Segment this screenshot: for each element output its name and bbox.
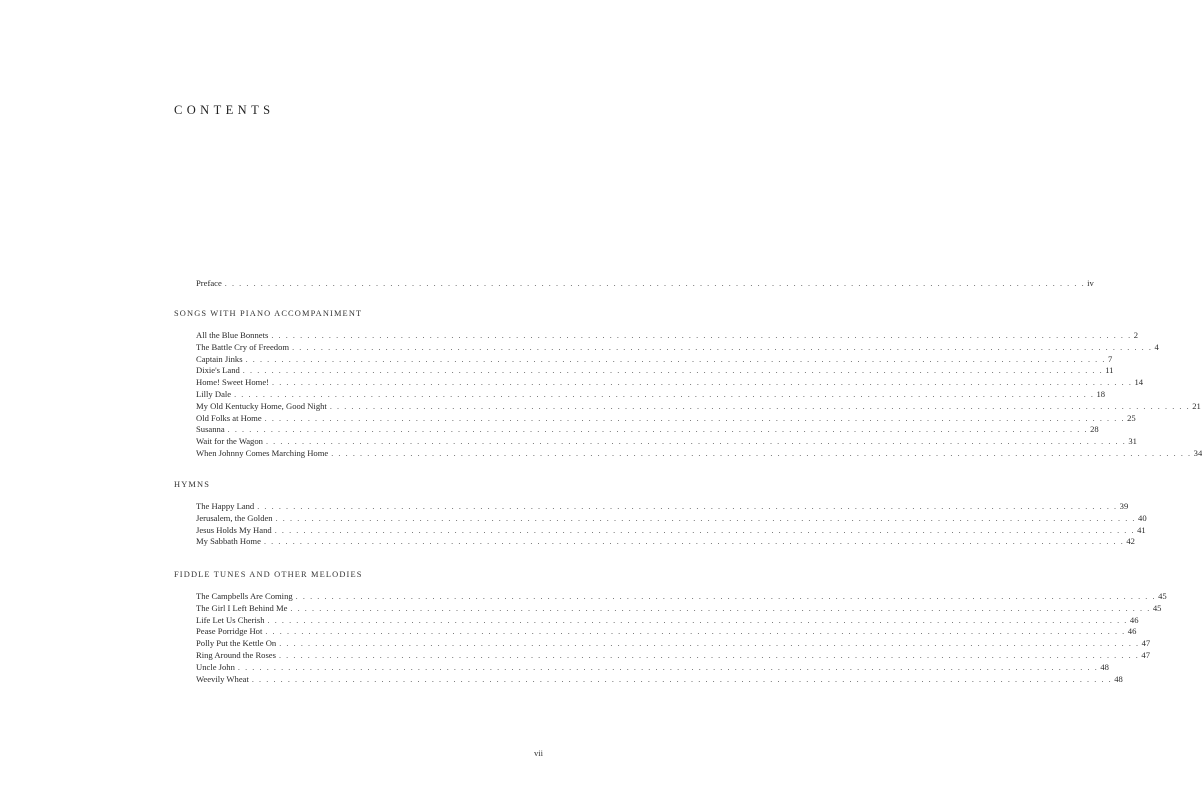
- dot-leader: . . . . . . . . . . . . . . . . . . . . . . . . . . . . . . . . . . . . . . . . . . . . . . . . . . . . . . . . . . . . . . . . . . . . . . . . . . . . . . . . . . . . . . . . . . . . . . . . . . . . . . . . . . . . . . . . . . . . . . . .: [329, 401, 1191, 411]
- entry-page-number: 11: [1105, 365, 1114, 376]
- entry-title: Home! Sweet Home!: [196, 377, 270, 388]
- entry-title: Old Folks at Home: [196, 412, 262, 423]
- section-fiddle-tunes: [174, 570, 1167, 685]
- entry-title: Captain Jinks: [196, 353, 243, 364]
- entry-title: My Old Kentucky Home, Good Night: [196, 400, 327, 411]
- entry-page-number: 14: [1134, 377, 1144, 388]
- toc-entry[interactable]: [196, 424, 1099, 436]
- dot-leader: . . . . . . . . . . . . . . . . . . . . . . . . . . . . . . . . . . . . . . . . . . . . . . . . . . . . . . . . . . . . . . . . . . . . . . . . . . . . . . . . . . . . . . . . . . . . . . . . . . . . . . . . . . . . . . . . . . . . . . . .: [234, 389, 1095, 399]
- dot-leader: . . . . . . . . . . . . . . . . . . . . . . . . . . . . . . . . . . . . . . . . . . . . . . . . . . . . . . . . . . . . . . . . . . . . . . . . . . . . . . . . . . . . . . . . . . . . . . . . . . . . . . . . . . . . . . . . . . . . . . . .: [290, 603, 1151, 613]
- entry-title: When Johnny Comes Marching Home: [196, 447, 329, 458]
- section-heading: HYMNS: [174, 480, 210, 489]
- dot-leader: . . . . . . . . . . . . . . . . . . . . . . . . . . . . . . . . . . . . . . . . . . . . . . . . . . . . . . . . . . . . . . . . . . . . . . . . . . . . . . . . . . . . . . . . . . . . . . . . . . . . . . . . . . . . . . . . . . . . . . . .: [257, 502, 1118, 511]
- entry-page-number: 21: [1192, 400, 1201, 411]
- dot-leader: . . . . . . . . . . . . . . . . . . . . . . . . . . . . . . . . . . . . . . . . . . . . . . . . . . . . . . . . . . . . . . . . . . . . . . . . . . . . . . . . . . . . . . . . . . . . . . . . . . . . . . . . . . . . . . . . . . . . . . . .: [242, 366, 1104, 376]
- entry-list: [196, 501, 1147, 548]
- entry-title: Weevily Wheat: [196, 673, 249, 684]
- dot-leader: . . . . . . . . . . . . . . . . . . . . . . . . . . . . . . . . . . . . . . . . . . . . . . . . . . . . . . . . . . . . . . . . . . . . . . . . . . . . . . . . . . . . . . . . . . . . . . . . . . . . . . . . . . . . . . . . . . . . . . . .: [237, 662, 1099, 672]
- entry-title: Dixie's Land: [196, 365, 240, 376]
- entry-page-number: 2: [1133, 330, 1139, 340]
- toc-entry[interactable]: [196, 591, 1167, 603]
- entry-list: [196, 591, 1167, 685]
- entry-page-number: 7: [1107, 353, 1113, 364]
- dot-leader: . . . . . . . . . . . . . . . . . . . . . . . . . . . . . . . . . . . . . . . . . . . . . . . . . . . . . . . . . . . . . . . . . . . . . . . . . . . . . . . . . . . . . . . . . . . . . . . . . . . . . . . . . . . . . . . . . . . . . . . .: [292, 342, 1153, 352]
- dot-leader: . . . . . . . . . . . . . . . . . . . . . . . . . . . . . . . . . . . . . . . . . . . . . . . . . . . . . . . . . . . . . . . . . . . . . . . . . . . . . . . . . . . . . . . . . . . . . . . . . . . . . . . . . . . . . . . . . . . . . . . .: [264, 413, 1126, 423]
- section-hymns: [174, 480, 1147, 548]
- dot-leader: . . . . . . . . . . . . . . . . . . . . . . . . . . . . . . . . . . . . . . . . . . . . . . . . . . . . . . . . . . . . . . . . . . . . . . . . . . . . . . . . . . . . . . . . . . . . . . . . . . . . . . . . . . . . . . . . . . . . . . . .: [265, 437, 1127, 447]
- entry-page-number: 34: [1193, 447, 1202, 458]
- dot-leader: . . . . . . . . . . . . . . . . . . . . . . . . . . . . . . . . . . . . . . . . . . . . . . . . . . . . . . . . . . . . . . . . . . . . . . . . . . . . . . . . . . . . . . . . . . . . . . . . . . . . . . . . . . . . . . . . . . . . . . . .: [331, 448, 1192, 458]
- toc-entry[interactable]: [196, 501, 1129, 513]
- entry-page-number: 25: [1127, 412, 1136, 423]
- toc-entry[interactable]: [196, 512, 1147, 525]
- dot-leader: . . . . . . . . . . . . . . . . . . . . . . . . . . . . . . . . . . . . . . . . . . . . . . . . . . . . . . . . . . . . . . . . . . . . . . . . . . . . . . . . . . . . . . . . . . . . . . . . . . . . . . . . . . . . . . . . . . . . . . . .: [251, 674, 1113, 684]
- toc-entry[interactable]: [196, 330, 1139, 342]
- toc-entry[interactable]: [196, 649, 1150, 662]
- entry-page-number: 46: [1127, 626, 1137, 637]
- dot-leader: . . . . . . . . . . . . . . . . . . . . . . . . . . . . . . . . . . . . . . . . . . . . . . . . . . . . . . . . . . . . . . . . . . . . . . . . . . . . . . . . . . . . . . . . . . . . . . . . . . . . . . . . . . . . . . . . . . . . . . . .: [271, 331, 1132, 340]
- entry-title: Jesus Holds My Hand: [196, 524, 272, 535]
- entry-title: The Girl I Left Behind Me: [196, 602, 288, 613]
- entry-page-number: 46: [1129, 614, 1139, 625]
- entry-page-number: 45: [1152, 602, 1162, 613]
- entry-page-number: 28: [1090, 424, 1099, 435]
- entry-page-number: 47: [1141, 649, 1150, 660]
- dot-leader: . . . . . . . . . . . . . . . . . . . . . . . . . . . . . . . . . . . . . . . . . . . . . . . . . . . . . . . . . . . . . . . . . . . . . . . . . . . . . . . . . . . . . . . . . . . . . . . . . . . . . . . . . . . . . . . . . . . . . . . .: [278, 650, 1140, 660]
- entry-page-number: 31: [1128, 436, 1137, 447]
- page-title: CONTENTS: [174, 103, 275, 117]
- toc-entry[interactable]: [196, 377, 1144, 389]
- section-songs-with-piano: [174, 309, 1202, 460]
- dot-leader: . . . . . . . . . . . . . . . . . . . . . . . . . . . . . . . . . . . . . . . . . . . . . . . . . . . . . . . . . . . . . . . . . . . . . . . . . . . . . . . . . . . . . . . . . . . . . . . . . . . . . . . . . . . . . . . . . . . . . . . .: [272, 378, 1133, 388]
- dot-leader: . . . . . . . . . . . . . . . . . . . . . . . . . . . . . . . . . . . . . . . . . . . . . . . . . . . . . . . . . . . . . . . . . . . . . . . . . . . . . . . . . . . . . . . . . . . . . . . . . . . . . . . . . . . . . . . . . . . . . . . .: [245, 354, 1106, 364]
- dot-leader: . . . . . . . . . . . . . . . . . . . . . . . . . . . . . . . . . . . . . . . . . . . . . . . . . . . . . . . . . . . . . . . . . . . . . . . . . . . . . . . . . . . . . . . . . . . . . . . . . . . . . . . . . . . . . . . . . . . . . . . .: [265, 627, 1126, 637]
- toc-entry[interactable]: [196, 341, 1159, 354]
- dot-leader: . . . . . . . . . . . . . . . . . . . . . . . . . . . . . . . . . . . . . . . . . . . . . . . . . . . . . . . . . . . . . . . . . . . . . . . . . . . . . . . . . . . . . . . . . . . . . . . . . . . . . . . . . . . . . . . . . . . . . . . .: [275, 513, 1137, 523]
- page-number: vii: [534, 748, 544, 758]
- entry-page-number: 18: [1096, 388, 1106, 399]
- entry-title: All the Blue Bonnets: [196, 330, 269, 340]
- entry-page-number: 41: [1137, 524, 1146, 535]
- toc-entry[interactable]: [196, 524, 1146, 537]
- entry-title: The Campbells Are Coming: [196, 591, 293, 601]
- entry-page-number: 45: [1158, 591, 1167, 601]
- entry-page-number: 42: [1126, 536, 1135, 547]
- dot-leader: . . . . . . . . . . . . . . . . . . . . . . . . . . . . . . . . . . . . . . . . . . . . . . . . . . . . . . . . . . . . . . . . . . . . . . . . . . . . . . . . . . . . . . . . . . . . . . . . . . . . . . . . . . . . . . . . . . . . . . . .: [267, 615, 1128, 625]
- entry-title: My Sabbath Home: [196, 536, 261, 547]
- entry-title: Lilly Dale: [196, 388, 232, 399]
- dot-leader: . . . . . . . . . . . . . . . . . . . . . . . . . . . . . . . . . . . . . . . . . . . . . . . . . . . . . . . . . . . . . . . . . . . . . . . . . . . . . . . . . . . . . . . . . . . . . . . . . . . . . . . . . . . . . . . . . . . . . . . .: [295, 592, 1157, 601]
- toc-entry[interactable]: [196, 388, 1106, 401]
- entry-title: Wait for the Wagon: [196, 436, 263, 447]
- entry-title: Susanna: [196, 424, 225, 435]
- entry-title: Preface: [196, 278, 222, 288]
- dot-leader: . . . . . . . . . . . . . . . . . . . . . . . . . . . . . . . . . . . . . . . . . . . . . . . . . . . . . . . . . . . . . . . . . . . . . . . . . . . . . . . . . . . . . . . . . . . . . . . . . . . . . . . . . . . . . . . . . . . . . . . .: [279, 639, 1140, 649]
- entry-title: Ring Around the Roses: [196, 649, 276, 660]
- entry-title: Uncle John: [196, 661, 235, 672]
- entry-page-number: iv: [1087, 278, 1094, 288]
- entry-title: Jerusalem, the Golden: [196, 512, 273, 523]
- toc-entry[interactable]: [196, 436, 1137, 448]
- entry-page-number: 40: [1138, 512, 1147, 523]
- toc-entry[interactable]: [196, 614, 1139, 627]
- dot-leader: . . . . . . . . . . . . . . . . . . . . . . . . . . . . . . . . . . . . . . . . . . . . . . . . . . . . . . . . . . . . . . . . . . . . . . . . . . . . . . . . . . . . . . . . . . . . . . . . . . . . . . . . . . . . . . . . . . . . . . . .: [263, 537, 1125, 547]
- entry-page-number: 39: [1119, 501, 1129, 511]
- entry-title: Pease Porridge Hot: [196, 626, 263, 637]
- toc-entry[interactable]: [196, 412, 1136, 425]
- dot-leader: . . . . . . . . . . . . . . . . . . . . . . . . . . . . . . . . . . . . . . . . . . . . . . . . . . . . . . . . . . . . . . . . . . . . . . . . . . . . . . . . . . . . . . . . . . . . . . . . . . . . . . . . . . . . . . . . . . . . . . . .: [224, 279, 1086, 288]
- dot-leader: . . . . . . . . . . . . . . . . . . . . . . . . . . . . . . . . . . . . . . . . . . . . . . . . . . . . . . . . . . . . . . . . . . . . . . . . . . . . . . . . . . . . . . . . . . . . . . . . . . . . . . . . . . . . . . . . . . . . . . . .: [274, 525, 1136, 535]
- entry-title: The Battle Cry of Freedom: [196, 341, 290, 352]
- toc-entry[interactable]: [196, 626, 1137, 638]
- toc-entry[interactable]: [196, 638, 1151, 650]
- entry-page-number: 48: [1100, 661, 1109, 672]
- toc-entry[interactable]: [196, 365, 1114, 377]
- entry-page-number: 4: [1154, 341, 1159, 352]
- toc-entry[interactable]: [196, 602, 1162, 615]
- entry-list: [196, 330, 1202, 460]
- entry-title: Life Let Us Cherish: [196, 614, 265, 625]
- toc-entry[interactable]: [196, 447, 1202, 460]
- toc-entry[interactable]: [196, 400, 1201, 413]
- entry-title: Polly Put the Kettle On: [196, 638, 277, 649]
- section-heading: FIDDLE TUNES AND OTHER MELODIES: [174, 570, 363, 579]
- dot-leader: . . . . . . . . . . . . . . . . . . . . . . . . . . . . . . . . . . . . . . . . . . . . . . . . . . . . . . . . . . . . . . . . . . . . . . . . . . . . . . . . . . . . . . . . . . . . . . . . . . . . . . . . . . . . . . . . . . . . . . . .: [227, 425, 1089, 435]
- section-heading: SONGS WITH PIANO ACCOMPANIMENT: [174, 309, 363, 318]
- entry-page-number: 47: [1141, 638, 1151, 649]
- entry-title: The Happy Land: [196, 501, 255, 511]
- toc-entry[interactable]: [196, 673, 1123, 686]
- toc-entry[interactable]: [196, 353, 1113, 366]
- preface-entry[interactable]: [196, 278, 1094, 290]
- toc-entry[interactable]: [196, 536, 1135, 548]
- entry-page-number: 48: [1114, 673, 1123, 684]
- toc-entry[interactable]: [196, 661, 1109, 674]
